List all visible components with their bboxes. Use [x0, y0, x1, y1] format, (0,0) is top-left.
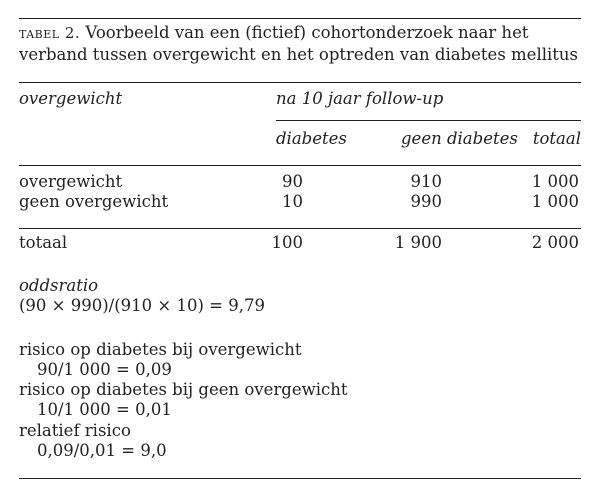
- risk-overweight-formula: 90/1 000 = 0,09: [37, 360, 172, 379]
- row-label-overgewicht: overgewicht: [19, 172, 123, 191]
- cell-geen-overgewicht-diabetes: 10: [282, 192, 303, 211]
- cell-overgewicht-diabetes: 90: [282, 172, 303, 191]
- column-header-diabetes: diabetes: [276, 129, 347, 148]
- relative-risk-label: relatief risico: [19, 421, 131, 440]
- column-header-totaal: totaal: [532, 129, 581, 148]
- odds-ratio-formula: (90 × 990)/(910 × 10) = 9,79: [19, 296, 265, 315]
- caption-text: Voorbeeld van een (fictief) cohortonderzoek naar het verband tussen overgewicht en het optreden van diabetes mellitus: [19, 23, 579, 64]
- top-rule: [19, 18, 581, 19]
- table-caption: [19, 22, 584, 65]
- relative-risk-formula: 0,09/0,01 = 9,0: [37, 441, 167, 460]
- cell-overgewicht-geen-diabetes: 910: [410, 172, 442, 191]
- bottom-rule: [19, 478, 581, 479]
- column-header-geen-diabetes: geen diabetes: [401, 129, 518, 148]
- cell-totaal-totaal: 2 000: [531, 233, 579, 252]
- cell-totaal-geen-diabetes: 1 900: [394, 233, 442, 252]
- cell-totaal-diabetes: 100: [271, 233, 303, 252]
- column-rule: [19, 165, 581, 166]
- total-rule: [19, 228, 581, 229]
- cell-geen-overgewicht-totaal: 1 000: [531, 192, 579, 211]
- row-label-geen-overgewicht: geen overgewicht: [19, 192, 169, 211]
- row-header: overgewicht: [19, 89, 123, 108]
- cell-geen-overgewicht-geen-diabetes: 990: [410, 192, 442, 211]
- caption-label: tabel 2.: [19, 24, 81, 42]
- cell-overgewicht-totaal: 1 000: [531, 172, 579, 191]
- risk-no-overweight-formula: 10/1 000 = 0,01: [37, 400, 172, 419]
- row-label-totaal: totaal: [19, 233, 68, 252]
- risk-overweight-label: risico op diabetes bij overgewicht: [19, 340, 302, 359]
- group-header: na 10 jaar follow-up: [276, 89, 444, 108]
- risk-no-overweight-label: risico op diabetes bij geen overgewicht: [19, 380, 348, 399]
- group-rule: [276, 120, 581, 121]
- odds-ratio-label: oddsratio: [19, 276, 99, 295]
- header-rule: [19, 82, 581, 83]
